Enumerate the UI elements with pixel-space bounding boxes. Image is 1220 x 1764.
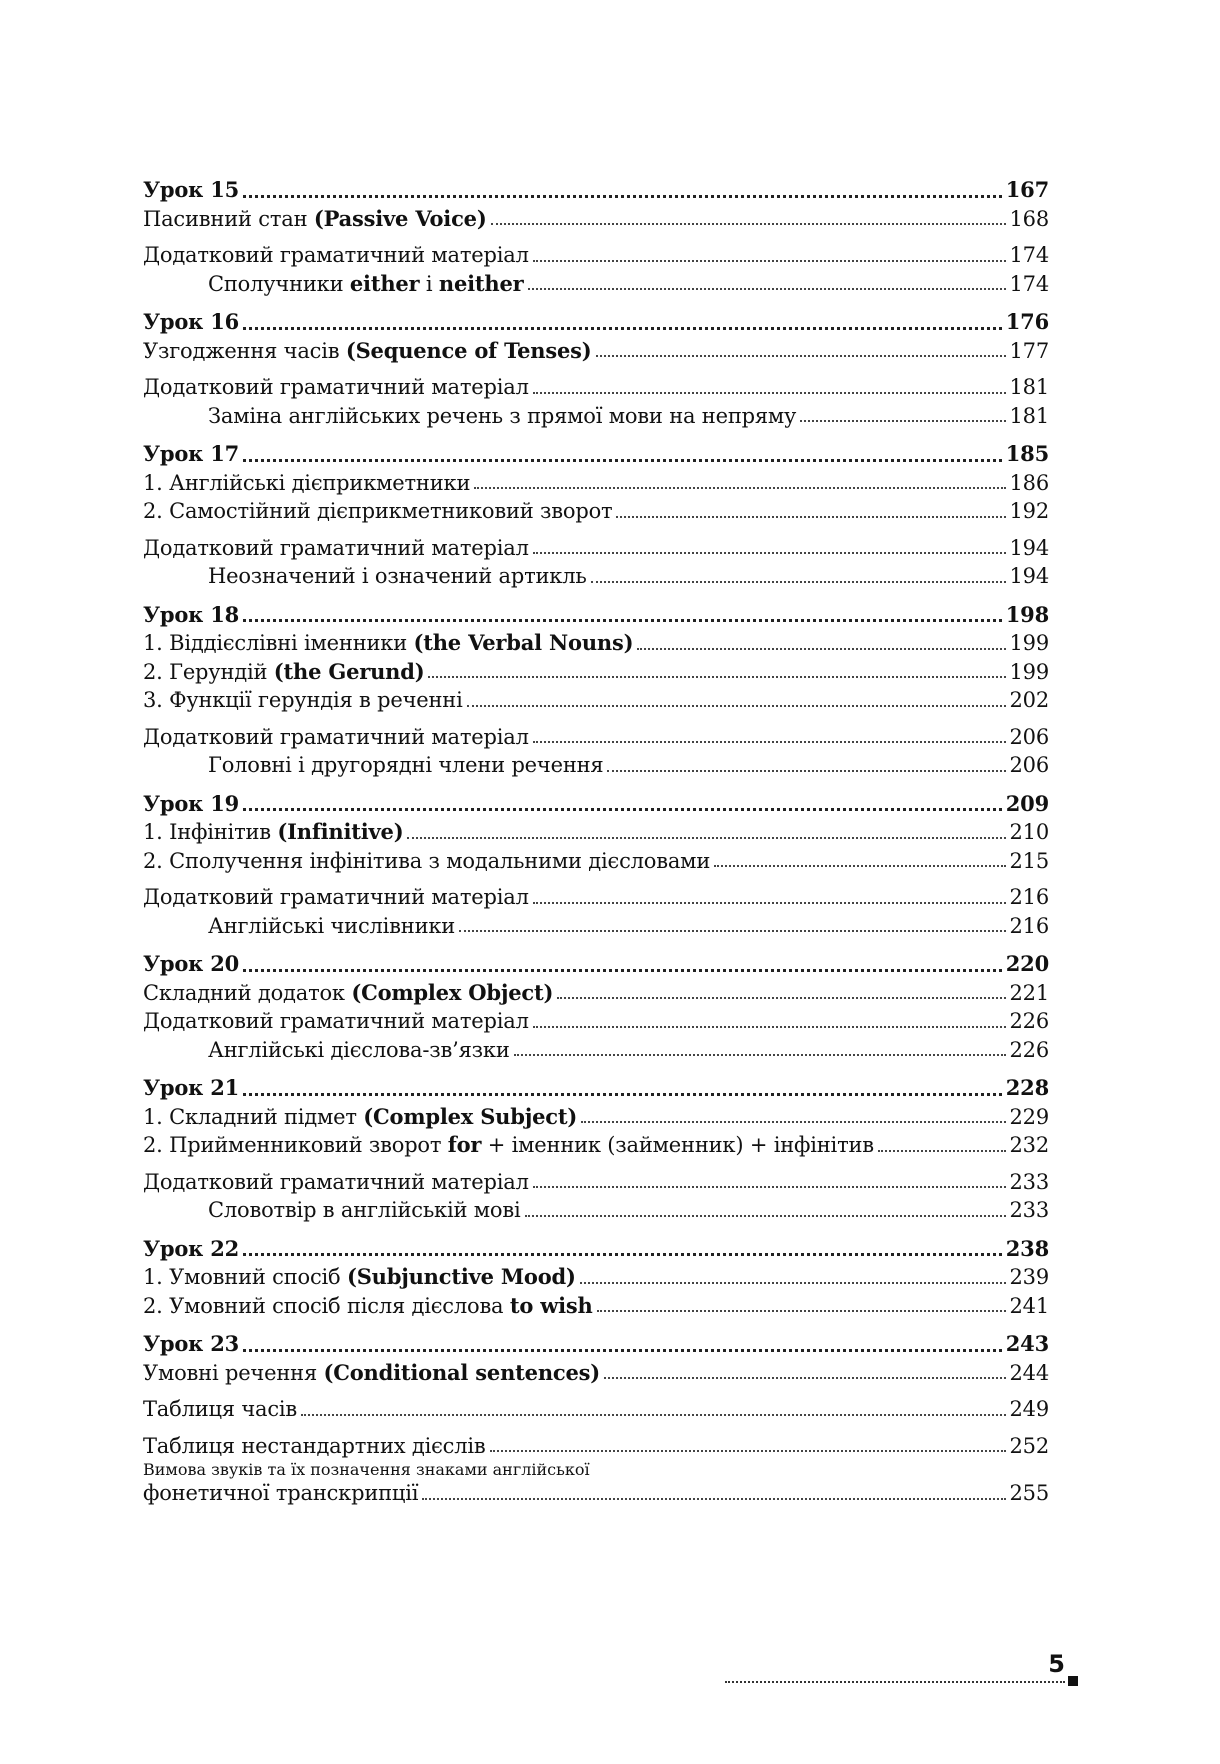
dot-leader (474, 487, 1005, 489)
dot-leader (428, 676, 1005, 678)
toc-text: Урок 18 (143, 601, 240, 627)
toc-page-number: 238 (1005, 1235, 1049, 1261)
toc-page-number: 202 (1009, 688, 1049, 712)
dot-leader (422, 1498, 1005, 1500)
toc-page-number: 228 (1005, 1075, 1049, 1100)
dot-leader (243, 1093, 1002, 1096)
toc-group (143, 308, 1049, 430)
toc-group (143, 950, 1049, 1064)
dot-leader (301, 1414, 1005, 1416)
toc-group (143, 1074, 1049, 1225)
toc-lesson-heading[interactable] (143, 440, 1049, 469)
dot-leader (533, 1186, 1006, 1188)
page-number: 5 (1048, 1650, 1065, 1678)
toc-page-number: 233 (1009, 1198, 1049, 1222)
toc-entry[interactable] (143, 847, 1049, 876)
dot-leader (557, 997, 1005, 999)
dot-leader (533, 392, 1006, 394)
toc-text: Урок 17 (143, 441, 240, 466)
toc-entry-title (143, 337, 592, 366)
toc-page-number: 199 (1009, 659, 1049, 684)
footer-square-marker (1068, 1676, 1078, 1686)
toc-group (143, 601, 1049, 780)
toc-text: Додатковий граматичний матеріал (143, 885, 529, 909)
dot-leader (467, 705, 1006, 707)
toc-page-number: 174 (1009, 243, 1049, 267)
dot-leader (459, 930, 1005, 932)
toc-text: 1. Інфінітив (143, 820, 278, 844)
dot-leader (243, 327, 1002, 330)
toc-entry-title (143, 979, 553, 1008)
toc-term-bold: for (447, 1132, 482, 1157)
toc-entry[interactable] (143, 818, 1049, 847)
toc-group (143, 176, 1049, 298)
toc-entry[interactable] (143, 629, 1049, 658)
toc-page-number: 209 (1005, 790, 1049, 816)
toc-entry-title (143, 402, 796, 431)
dot-leader (533, 1026, 1006, 1028)
toc-text: 3. Функції герундія в реченні (143, 688, 463, 712)
toc-entry[interactable] (143, 1432, 1049, 1461)
toc-entry-title (143, 1007, 529, 1036)
toc-entry-title (143, 1479, 418, 1508)
dot-leader (596, 355, 1006, 357)
toc-text: 2. Прийменниковий зворот (143, 1133, 448, 1157)
toc-group (143, 1330, 1049, 1508)
toc-page-number: 185 (1005, 441, 1049, 466)
toc-text: 1. Умовний спосіб (143, 1265, 347, 1289)
toc-text: Урок 22 (143, 1235, 240, 1261)
toc-text: Додатковий граматичний матеріал (143, 724, 529, 749)
dot-leader (533, 552, 1006, 554)
toc-page-number: 232 (1009, 1133, 1049, 1157)
dot-leader (800, 420, 1005, 422)
toc-subentry[interactable] (143, 562, 1049, 591)
dot-leader (637, 648, 1005, 650)
toc-entry-title (143, 847, 710, 876)
dot-leader (243, 195, 1002, 198)
toc-entry-title (143, 790, 239, 819)
toc-page-number: 210 (1009, 820, 1049, 844)
toc-text: Складний додаток (143, 980, 352, 1005)
toc-term-bold: (the Verbal Nouns) (413, 630, 634, 655)
toc-term-bold: (Complex Object) (351, 979, 554, 1005)
toc-page-number: 244 (1009, 1360, 1049, 1385)
toc-text: 2. Самостійний дієприкметниковий зворот (143, 499, 613, 523)
toc-text: Узгодження часів (143, 338, 346, 363)
toc-entry-title (143, 1395, 297, 1424)
toc-page-number: 226 (1009, 1037, 1049, 1062)
toc-subentry[interactable] (143, 1196, 1049, 1225)
toc-term-bold: (Conditional sentences) (323, 1359, 600, 1385)
dot-leader (714, 865, 1005, 867)
toc-page-number: 221 (1009, 980, 1049, 1005)
toc-entry-title (143, 1131, 874, 1160)
toc-entry[interactable] (143, 337, 1049, 366)
toc-entry-title (143, 440, 239, 469)
toc-text: Сполучники (208, 271, 350, 296)
toc-entry-title (143, 818, 403, 847)
toc-page-number: 215 (1009, 848, 1049, 873)
toc-page-number: 252 (1009, 1433, 1049, 1458)
toc-page-number: 241 (1009, 1293, 1049, 1318)
toc-entry[interactable] (143, 1292, 1049, 1321)
toc-entry[interactable] (143, 1131, 1049, 1160)
toc-text: Урок 16 (143, 309, 240, 334)
toc-page-number: 181 (1009, 375, 1049, 399)
toc-page-number: 167 (1005, 177, 1049, 202)
toc-entry-first-line: Вимова звуків та їх позначення знаками англійської (143, 1460, 590, 1479)
toc-term-bold: neither (438, 270, 524, 296)
toc-text: + іменник (займенник) + інфінітив (481, 1133, 874, 1157)
toc-entry[interactable] (143, 723, 1049, 752)
toc-entry[interactable] (143, 1359, 1049, 1388)
toc-entry-title (143, 950, 239, 979)
toc-page-number: 186 (1009, 470, 1049, 495)
dot-leader (243, 969, 1002, 972)
toc-entry-title (143, 601, 239, 630)
toc-entry-title (143, 1235, 239, 1264)
toc-group (143, 790, 1049, 941)
dot-leader (533, 741, 1006, 743)
toc-entry-title (143, 241, 529, 270)
toc-entry-title (143, 308, 239, 337)
toc-text: Таблиця часів (143, 1397, 298, 1421)
toc-entry[interactable] (143, 1395, 1049, 1424)
toc-entry[interactable] (143, 1168, 1049, 1197)
toc-entry[interactable] (143, 1103, 1049, 1132)
toc-text: Додатковий граматичний матеріал (143, 1009, 529, 1033)
toc-text: і (419, 271, 439, 296)
dot-leader (243, 808, 1002, 811)
toc-page-number: 255 (1009, 1481, 1049, 1505)
dot-leader (243, 1349, 1002, 1352)
dot-leader (407, 837, 1005, 839)
toc-group (143, 440, 1049, 591)
toc-text: Додатковий граматичний матеріал (143, 243, 529, 267)
toc-text: Додатковий граматичний матеріал (143, 375, 529, 399)
toc-text: Умовні речення (143, 1360, 324, 1385)
toc-entry-title (143, 562, 587, 591)
toc-page-number: 176 (1005, 309, 1049, 334)
toc-text: Англійські дієслова-зв’язки (208, 1037, 510, 1062)
toc-text: 2. Умовний спосіб після дієслова (143, 1293, 510, 1318)
dot-leader (490, 1450, 1006, 1452)
toc-entry-title (143, 1168, 529, 1197)
toc-subentry[interactable] (143, 270, 1049, 299)
toc-entry-title (143, 373, 529, 402)
toc-page-number: 194 (1009, 535, 1049, 560)
toc-page-number: 216 (1009, 885, 1049, 909)
toc-text: Заміна англійських речень з прямої мови на непряму (208, 403, 797, 428)
dot-leader (525, 1215, 1006, 1217)
toc-text: Урок 23 (143, 1331, 240, 1356)
toc-page-number: 177 (1009, 338, 1049, 363)
toc-text: Урок 19 (143, 790, 240, 816)
toc-page-number: 168 (1009, 206, 1049, 231)
toc-entry-title (143, 205, 487, 234)
toc-entry-title (143, 1263, 576, 1292)
toc-entry[interactable] (143, 979, 1049, 1008)
toc-text: Головні і другорядні члени речення (208, 753, 604, 777)
toc-entry[interactable] (143, 373, 1049, 402)
toc-entry-title (143, 658, 424, 687)
footer-dotted-rule (725, 1681, 1065, 1683)
dot-leader (533, 260, 1006, 262)
toc-term-bold: (the Gerund) (273, 658, 425, 684)
toc-text: Додатковий граматичний матеріал (143, 535, 529, 560)
toc-entry[interactable] (143, 1263, 1049, 1292)
toc-page-number: 216 (1009, 913, 1049, 938)
toc-term-bold: (Sequence of Tenses) (345, 337, 592, 363)
toc-text: фонетичної транскрипції (143, 1481, 419, 1505)
toc-page-number: 220 (1005, 951, 1049, 976)
dot-leader (243, 1253, 1002, 1256)
dot-leader (607, 770, 1005, 772)
toc-text: Урок 21 (143, 1075, 240, 1100)
toc-text: Таблиця нестандартних дієслів (143, 1433, 486, 1458)
toc-entry-title (143, 883, 529, 912)
toc-entry[interactable] (143, 534, 1049, 563)
toc-page-number: 194 (1009, 564, 1049, 588)
toc-entry-title (143, 686, 463, 715)
toc-page-number: 181 (1009, 403, 1049, 428)
toc-term-bold: either (349, 270, 420, 296)
toc-lesson-heading[interactable] (143, 1330, 1049, 1359)
toc-page-number: 229 (1009, 1104, 1049, 1129)
dot-leader (491, 223, 1006, 225)
dot-leader (514, 1054, 1006, 1056)
toc-page-number: 206 (1009, 724, 1049, 749)
toc-page-number: 198 (1005, 601, 1049, 627)
toc-entry-title (143, 1330, 239, 1359)
toc-text: Англійські числівники (208, 913, 456, 938)
toc-lesson-heading[interactable] (143, 1235, 1049, 1264)
toc-entry-title (143, 176, 239, 205)
dot-leader (243, 619, 1002, 622)
toc-text: 1. Складний підмет (143, 1104, 364, 1129)
toc-subentry[interactable] (143, 912, 1049, 941)
toc-term-bold: (Complex Subject) (363, 1103, 578, 1129)
toc-text: 2. Сполучення інфінітива з модальними дієсловами (143, 848, 711, 873)
toc-entry-title (143, 1432, 486, 1461)
toc-term-bold: (Infinitive) (277, 819, 404, 844)
toc-entry[interactable] (143, 1007, 1049, 1036)
dot-leader (580, 1282, 1006, 1284)
dot-leader (533, 902, 1006, 904)
toc-text: Словотвір в англійській мові (208, 1198, 521, 1222)
dot-leader (591, 581, 1006, 583)
toc-lesson-heading[interactable] (143, 176, 1049, 205)
toc-entry[interactable] (143, 883, 1049, 912)
toc-text: Неозначений і означений артикль (208, 564, 587, 588)
toc-term-bold: (Subjunctive Mood) (346, 1264, 576, 1289)
toc-lesson-heading[interactable] (143, 601, 1049, 630)
toc-entry-title (143, 1103, 577, 1132)
toc-entry-title (143, 1359, 600, 1388)
dot-leader (528, 288, 1006, 290)
toc-subentry[interactable] (143, 751, 1049, 780)
toc-subentry[interactable] (143, 402, 1049, 431)
toc-page-number: 199 (1009, 631, 1049, 655)
toc-text: 1. Англійські дієприкметники (143, 470, 471, 495)
toc-entry-title (143, 270, 524, 299)
toc-page-number: 233 (1009, 1169, 1049, 1194)
toc-entry-title (143, 1292, 593, 1321)
toc-entry-title (143, 751, 603, 780)
toc-page-number: 226 (1009, 1009, 1049, 1033)
dot-leader (604, 1377, 1006, 1379)
toc-group (143, 1235, 1049, 1321)
toc-entry[interactable] (143, 1479, 1049, 1508)
toc-entry[interactable] (143, 497, 1049, 526)
toc-entry-title (143, 534, 529, 563)
toc-entry[interactable] (143, 205, 1049, 234)
toc-text: Пасивний стан (143, 206, 314, 231)
toc-text: 1. Віддієслівні іменники (143, 631, 414, 655)
toc-lesson-heading[interactable] (143, 950, 1049, 979)
toc-page-number: 174 (1009, 271, 1049, 296)
toc-entry-title (143, 497, 612, 526)
toc-term-bold: to wish (509, 1292, 593, 1318)
toc-entry-title (143, 723, 529, 752)
toc-entry-title (143, 1036, 510, 1065)
dot-leader (597, 1310, 1006, 1312)
toc-entry[interactable] (143, 469, 1049, 498)
toc-entry-title (143, 1196, 521, 1225)
toc-page-number: 243 (1005, 1331, 1049, 1356)
toc-term-bold: (Passive Voice) (313, 205, 487, 231)
toc-page-number: 192 (1009, 499, 1049, 523)
toc-entry[interactable] (143, 658, 1049, 687)
toc-entry-title (143, 912, 455, 941)
toc-text: Урок 20 (143, 951, 240, 976)
toc-entry-title (143, 469, 470, 498)
dot-leader (616, 516, 1005, 518)
toc-text: 2. Герундій (143, 659, 274, 684)
toc-entry-title (143, 629, 633, 658)
toc-lesson-heading[interactable] (143, 790, 1049, 819)
toc-page-number: 239 (1009, 1265, 1049, 1289)
toc-entry[interactable] (143, 241, 1049, 270)
toc-page-number: 249 (1009, 1397, 1049, 1421)
dot-leader (878, 1150, 1006, 1152)
dot-leader (243, 459, 1002, 462)
toc-entry-title (143, 1074, 239, 1103)
toc-text: Урок 15 (143, 177, 240, 202)
toc-lesson-heading[interactable] (143, 308, 1049, 337)
dot-leader (581, 1121, 1005, 1123)
toc-text: Додатковий граматичний матеріал (143, 1169, 529, 1194)
toc-entry[interactable] (143, 686, 1049, 715)
toc-lesson-heading[interactable] (143, 1074, 1049, 1103)
toc-page-number: 206 (1009, 753, 1049, 777)
table-of-contents (143, 176, 1049, 1518)
toc-subentry[interactable] (143, 1036, 1049, 1065)
